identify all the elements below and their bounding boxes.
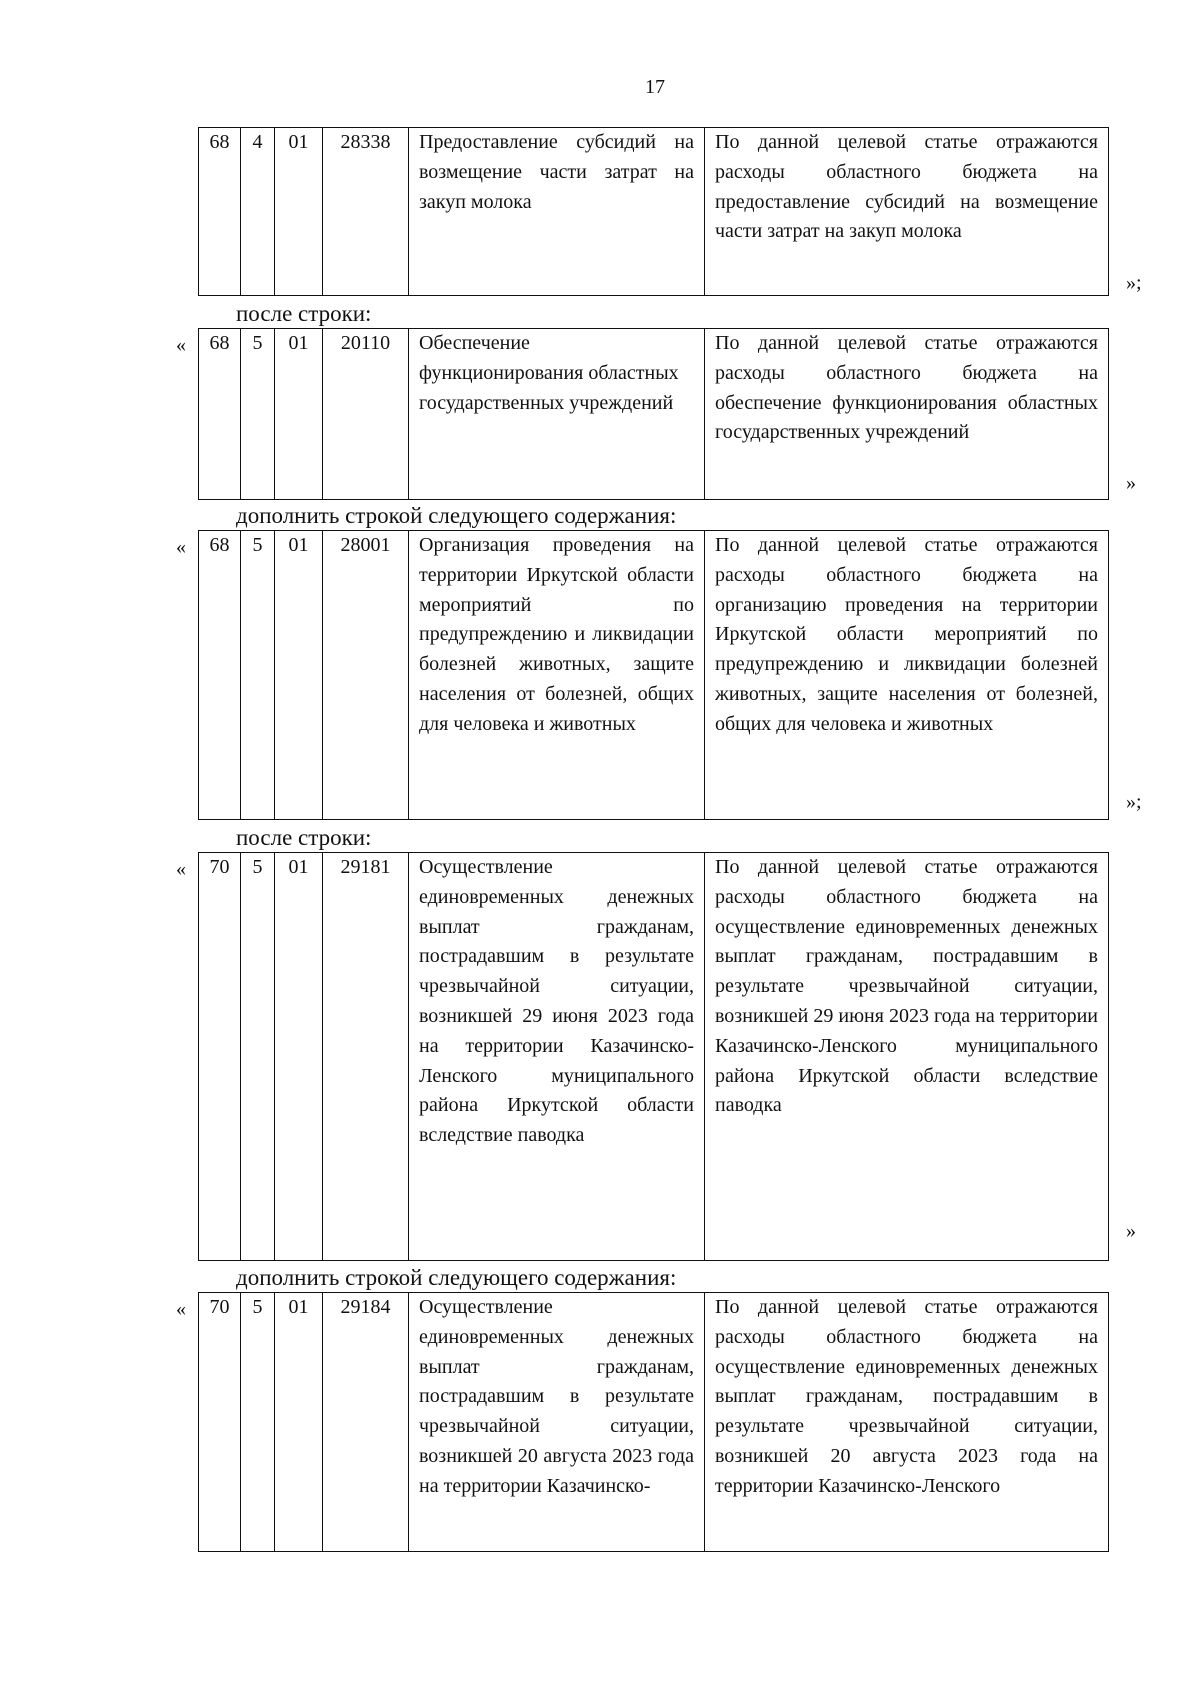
code-cell: 68 [199, 329, 241, 500]
opening-quote: « [176, 536, 186, 558]
budget-table-block [198, 530, 1109, 820]
item-name-cell: Организация проведения на территории Иркутской области мероприятий по предупреждению и ликвидации болезней животных, защите населения от болезней, общих для человека и животных [409, 531, 705, 820]
code-cell: 01 [275, 1293, 323, 1552]
budget-table-block [198, 328, 1109, 500]
code-cell: 01 [275, 329, 323, 500]
item-name-cell: Предоставление субсидий на возмещение части затрат на закуп молока [409, 128, 705, 296]
item-description-cell: По данной целевой статье отражаются расходы областного бюджета на осуществление единовременных денежных выплат гражданам, пострадавшим в результате чрезвычайной ситуации, возникшей 29 июня 2023 года на территории Казачинско-Ленского муниципального района Иркутской области вследствие паводка [705, 853, 1109, 1261]
code-cell: 01 [275, 853, 323, 1261]
code-cell: 68 [199, 531, 241, 820]
code-cell: 28001 [323, 531, 409, 820]
table-row [199, 329, 1109, 500]
table-row [199, 853, 1109, 1261]
item-description-cell: По данной целевой статье отражаются расходы областного бюджета на обеспечение функционирования областных государственных учреждений [705, 329, 1109, 500]
table-row [199, 1293, 1109, 1552]
add-row-instruction: дополнить строкой следующего содержания: [236, 503, 677, 528]
item-description-cell: По данной целевой статье отражаются расходы областного бюджета на осуществление единовременных денежных выплат гражданам, пострадавшим в результате чрезвычайной ситуации, возникшей 20 августа 2023 года на территории Казачинско-Ленского [705, 1293, 1109, 1552]
closing-quote: » [1126, 472, 1136, 494]
code-cell: 70 [199, 1293, 241, 1552]
opening-quote: « [176, 334, 186, 356]
item-description-cell: По данной целевой статье отражаются расходы областного бюджета на предоставление субсидий на возмещение части затрат на закуп молока [705, 128, 1109, 296]
after-row-instruction: после строки: [236, 825, 372, 850]
code-cell: 68 [199, 128, 241, 296]
code-cell: 01 [275, 531, 323, 820]
closing-quote: »; [1126, 791, 1142, 813]
code-cell: 5 [241, 329, 275, 500]
code-cell: 29181 [323, 853, 409, 1261]
opening-quote: « [176, 1298, 186, 1320]
item-name-cell: Осуществление единовременных денежных выплат гражданам, пострадавшим в результате чрезвычайной ситуации, возникшей 29 июня 2023 года на территории Казачинско-Ленского муниципального района Иркутской области вследствие паводка [409, 853, 705, 1261]
page-number: 17 [645, 76, 665, 98]
code-cell: 5 [241, 531, 275, 820]
budget-table-block [198, 127, 1109, 296]
code-cell: 01 [275, 128, 323, 296]
code-cell: 4 [241, 128, 275, 296]
item-description-cell: По данной целевой статье отражаются расходы областного бюджета на организацию проведения на территории Иркутской области мероприятий по предупреждению и ликвидации болезней животных, защите населения от болезней, общих для человека и животных [705, 531, 1109, 820]
opening-quote: « [176, 858, 186, 880]
table-row [199, 531, 1109, 820]
budget-table-block [198, 1292, 1109, 1552]
closing-quote: » [1126, 1220, 1136, 1242]
code-cell: 5 [241, 853, 275, 1261]
code-cell: 29184 [323, 1293, 409, 1552]
table-row [199, 128, 1109, 296]
code-cell: 20110 [323, 329, 409, 500]
code-cell: 28338 [323, 128, 409, 296]
item-name-cell: Осуществление единовременных денежных выплат гражданам, пострадавшим в результате чрезвычайной ситуации, возникшей 20 августа 2023 года на территории Казачинско- [409, 1293, 705, 1552]
code-cell: 70 [199, 853, 241, 1261]
add-row-instruction: дополнить строкой следующего содержания: [236, 1265, 677, 1290]
closing-quote: »; [1126, 272, 1142, 294]
budget-table-block [198, 852, 1109, 1261]
item-name-cell: Обеспечение функционирования областных государственных учреждений [409, 329, 705, 500]
after-row-instruction: после строки: [236, 301, 372, 326]
code-cell: 5 [241, 1293, 275, 1552]
